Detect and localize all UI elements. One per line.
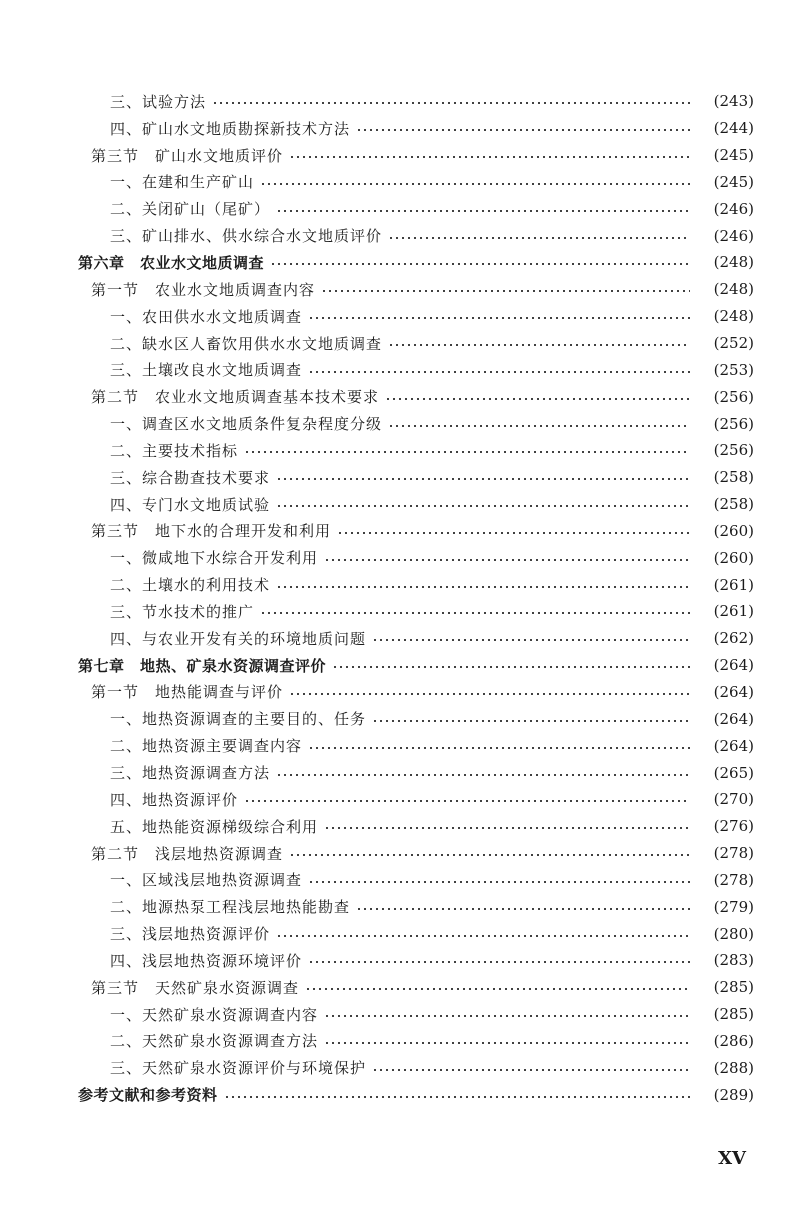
toc-section-entry[interactable] [0,840,800,867]
dot-leader [356,129,690,131]
dot-leader [212,102,690,104]
toc-entry-page: (285) [713,1005,754,1024]
toc-subsection-entry[interactable] [0,303,800,330]
toc-entry-title: 第二节 浅层地热资源调查 [91,844,284,863]
toc-subsection-entry[interactable] [0,195,800,222]
toc-entry-page: (279) [713,897,754,916]
toc-section-entry[interactable] [0,276,800,303]
toc-entry-page: (265) [713,763,754,782]
dot-leader [308,747,690,749]
toc-entry-page: (256) [713,414,754,433]
dot-leader [308,961,690,963]
toc-entry-title: 二、地源热泵工程浅层地热能勘查 [110,898,351,917]
toc-subsection-entry[interactable] [0,115,800,142]
toc-subsection-entry[interactable] [0,705,800,732]
toc-entry-page: (260) [713,548,754,567]
toc-entry-page: (278) [713,844,754,863]
toc-entry-page: (288) [713,1058,754,1077]
toc-entry-page: (283) [713,951,754,970]
toc-entry-title: 一、微咸地下水综合开发利用 [110,549,319,568]
dot-leader [308,317,690,319]
toc-chapter-entry[interactable] [0,652,800,679]
toc-entry-page: (261) [713,575,754,594]
toc-entry-title: 第六章 农业水文地质调查 [78,253,265,272]
toc-entry-title: 二、天然矿泉水资源调查方法 [110,1032,319,1051]
toc-entry-page: (276) [713,817,754,836]
dot-leader [260,183,690,185]
dot-leader [224,1096,690,1098]
dot-leader [289,854,690,856]
dot-leader [324,1015,690,1017]
dot-leader [388,425,690,427]
toc-entry-title: 二、缺水区人畜饮用供水水文地质调查 [110,334,383,353]
dot-leader [324,827,690,829]
toc-entry-page: (286) [713,1031,754,1050]
toc-subsection-entry[interactable] [0,1001,800,1028]
toc-entry-title: 三、节水技术的推广 [110,602,255,621]
toc-entry-page: (256) [713,387,754,406]
toc-entry-page: (260) [713,521,754,540]
toc-subsection-entry[interactable] [0,813,800,840]
toc-section-entry[interactable] [0,679,800,706]
toc-subsection-entry[interactable] [0,598,800,625]
toc-entry-title: 四、浅层地热资源环境评价 [110,951,303,970]
dot-leader [337,532,690,534]
toc-entry-page: (289) [713,1085,754,1104]
toc-entry-title: 三、浅层地热资源评价 [110,925,271,944]
toc-entry-title: 二、地热资源主要调查内容 [110,737,303,756]
toc-subsection-entry[interactable] [0,947,800,974]
toc-subsection-entry[interactable] [0,491,800,518]
toc-entry-title: 二、土壤水的利用技术 [110,576,271,595]
toc-entry-page: (256) [713,441,754,460]
toc-entry-title: 三、天然矿泉水资源评价与环境保护 [110,1059,367,1078]
toc-entry-page: (278) [713,870,754,889]
dot-leader [276,505,690,507]
dot-leader [388,237,690,239]
toc-entry-title: 第三节 矿山水文地质评价 [91,146,284,165]
dot-leader [276,774,690,776]
toc-entry-title: 三、地热资源调查方法 [110,764,271,783]
toc-subsection-entry[interactable] [0,169,800,196]
dot-leader [324,1042,690,1044]
toc-entry-title: 第三节 地下水的合理开发和利用 [91,522,332,541]
toc-entry-title: 三、试验方法 [110,92,207,111]
toc-subsection-entry[interactable] [0,88,800,115]
toc-subsection-entry[interactable] [0,786,800,813]
dot-leader [372,639,690,641]
toc-subsection-entry[interactable] [0,866,800,893]
toc-entry-page: (248) [713,307,754,326]
page-number-folio: XV [718,1148,746,1169]
toc-subsection-entry[interactable] [0,222,800,249]
toc-entry-page: (258) [713,495,754,514]
toc-entry-page: (246) [713,199,754,218]
toc-subsection-entry[interactable] [0,464,800,491]
toc-subsection-entry[interactable] [0,410,800,437]
toc-entry-title: 四、与农业开发有关的环境地质问题 [110,629,367,648]
toc-entry-title: 第七章 地热、矿泉水资源调查评价 [78,656,327,675]
dot-leader [289,693,690,695]
toc-subsection-entry[interactable] [0,330,800,357]
toc-entry-page: (245) [713,172,754,191]
toc-subsection-entry[interactable] [0,437,800,464]
toc-entry-page: (248) [713,280,754,299]
table-of-contents [0,88,800,1108]
dot-leader [372,1069,690,1071]
toc-entry-title: 参考文献和参考资料 [78,1086,218,1105]
dot-leader [276,935,690,937]
dot-leader [356,908,690,910]
toc-subsection-entry[interactable] [0,1028,800,1055]
toc-entry-page: (253) [713,360,754,379]
toc-entry-title: 四、地热资源评价 [110,790,239,809]
dot-leader [244,451,690,453]
toc-entry-title: 一、在建和生产矿山 [110,173,255,192]
dot-leader [332,666,690,668]
dot-leader [308,881,690,883]
toc-entry-title: 三、土壤改良水文地质调查 [110,361,303,380]
toc-subsection-entry[interactable] [0,544,800,571]
toc-subsection-entry[interactable] [0,356,800,383]
toc-entry-title: 第一节 农业水文地质调查内容 [91,280,316,299]
toc-entry-title: 第三节 天然矿泉水资源调查 [91,978,300,997]
toc-entry-title: 五、地热能资源梯级综合利用 [110,817,319,836]
toc-entry-title: 第二节 农业水文地质调查基本技术要求 [91,388,380,407]
dot-leader [324,559,690,561]
toc-entry-title: 二、关闭矿山（尾矿） [110,200,271,219]
dot-leader [388,344,690,346]
toc-entry-page: (244) [713,119,754,138]
toc-section-entry[interactable] [0,974,800,1001]
toc-entry-title: 一、调查区水文地质条件复杂程度分级 [110,415,383,434]
toc-subsection-entry[interactable] [0,732,800,759]
dot-leader [276,586,690,588]
dot-leader [321,290,690,292]
dot-leader [270,263,690,265]
toc-entry-page: (258) [713,468,754,487]
toc-entry-title: 一、地热资源调查的主要目的、任务 [110,710,367,729]
toc-subsection-entry[interactable] [0,893,800,920]
toc-entry-page: (280) [713,924,754,943]
toc-entry-page: (261) [713,602,754,621]
toc-entry-title: 一、区域浅层地热资源调查 [110,871,303,890]
dot-leader [289,156,690,158]
toc-subsection-entry[interactable] [0,571,800,598]
toc-entry-page: (246) [713,226,754,245]
toc-entry-page: (270) [713,790,754,809]
toc-entry-page: (248) [713,253,754,272]
toc-entry-page: (264) [713,682,754,701]
toc-entry-page: (262) [713,629,754,648]
dot-leader [385,398,690,400]
toc-entry-title: 四、专门水文地质试验 [110,495,271,514]
toc-subsection-entry[interactable] [0,759,800,786]
dot-leader [308,371,690,373]
dot-leader [276,210,690,212]
toc-entry-title: 二、主要技术指标 [110,441,239,460]
toc-section-entry[interactable] [0,142,800,169]
toc-entry-title: 第一节 地热能调查与评价 [91,683,284,702]
toc-subsection-entry[interactable] [0,920,800,947]
toc-entry-page: (264) [713,709,754,728]
dot-leader [244,800,690,802]
toc-section-entry[interactable] [0,383,800,410]
dot-leader [276,478,690,480]
toc-entry-title: 三、综合勘查技术要求 [110,468,271,487]
toc-subsection-entry[interactable] [0,625,800,652]
dot-leader [260,612,690,614]
toc-entry-title: 三、矿山排水、供水综合水文地质评价 [110,227,383,246]
toc-chapter-entry[interactable] [0,1081,800,1108]
toc-entry-title: 四、矿山水文地质勘探新技术方法 [110,119,351,138]
toc-entry-page: (264) [713,656,754,675]
dot-leader [372,720,690,722]
toc-entry-page: (264) [713,736,754,755]
toc-entry-page: (243) [713,92,754,111]
toc-section-entry[interactable] [0,518,800,545]
toc-entry-title: 一、天然矿泉水资源调查内容 [110,1005,319,1024]
toc-chapter-entry[interactable] [0,249,800,276]
toc-entry-page: (252) [713,334,754,353]
toc-entry-page: (285) [713,978,754,997]
toc-subsection-entry[interactable] [0,1054,800,1081]
toc-entry-title: 一、农田供水水文地质调查 [110,307,303,326]
toc-entry-page: (245) [713,146,754,165]
dot-leader [305,988,690,990]
